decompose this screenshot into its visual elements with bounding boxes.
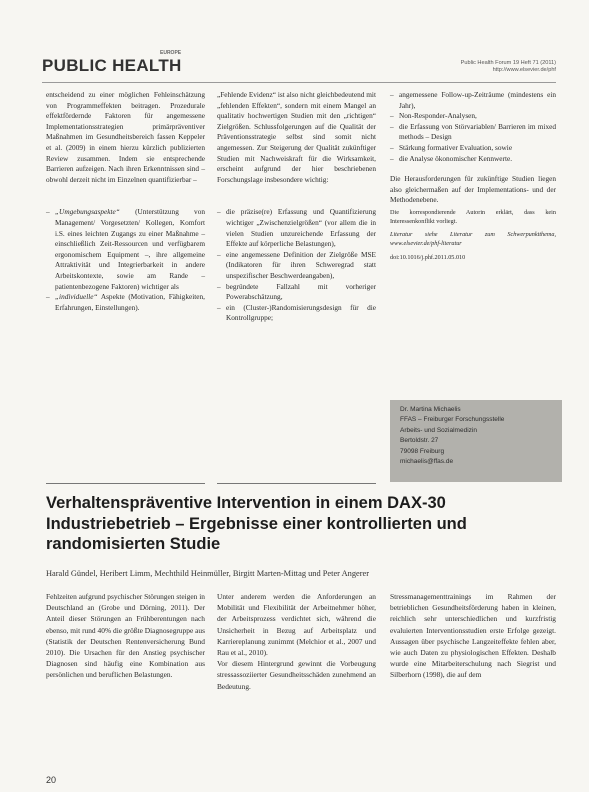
list-item: – begründete Fallzahl mit vorheriger Powerabschätzung, — [217, 282, 376, 303]
list-item: – „individuelle“ Aspekte (Motivation, Fähigkeiten, Erfahrungen, Einstellungen). — [46, 292, 205, 313]
upper-column-1 — [46, 90, 205, 313]
logo-wordmark: PUBLIC HEALTH — [42, 56, 182, 75]
column-rule — [46, 483, 205, 484]
doi: doi:10.1016/j.phf.2011.05.010 — [390, 254, 466, 262]
list-item: – angemessene Follow-up-Zeiträume (mindestens ein Jahr), — [390, 90, 556, 111]
list-item: – ein (Cluster-)Randomisierungsdesign für die Kontrollgruppe; — [217, 303, 376, 324]
article-column-1 — [46, 591, 205, 681]
author-contact-box — [390, 400, 562, 482]
article-title: Verhaltenspräventive Intervention in einem DAX-30 Industriebetrieb – Ergebnisse einer kontrollierten und randomisierten Studie — [46, 494, 467, 553]
conclusion-paragraph: Die Herausforderungen für zukünftige Studien liegen also gleichermaßen auf der Implementations- und der Methodenebene. — [390, 174, 556, 205]
journal-url: http://www.elsevier.de/phf — [492, 67, 556, 73]
page-number: 20 — [46, 775, 57, 785]
conflict-statement: Die korrespondierende Autorin erklärt, dass kein Interessenkonflikt vorliegt. — [390, 208, 556, 225]
article-column-3 — [390, 591, 556, 681]
list-item: – die präzise(re) Erfassung und Quantifizierung wichtiger „Zwischenzielgrößen“ (vor allem die in vielen Studien unzureichende Erfassung der Effekte auf körperliche Belastungen), — [217, 207, 376, 249]
article-authors: Harald Gündel, Heribert Limm, Mechthild Heinmüller, Birgitt Marten-Mittag und Peter Angerer — [46, 569, 370, 578]
paragraph: Stressmanagementtrainings im Rahmen der betrieblichen Gesundheitsförderung haben in kleinen, reichlich sehr unterschiedlichen und kurzfristig evaluierten Interventionsstudien erste Erfolge gezeigt. Aussagen über psychische Langzeiteffekte fehlen aber, wie auch Daten zu physiologischen Effekten. Deshalb wurde eine Mitarbeiterschulung nach Siegrist und Silberhorn (1998), die auf dem — [390, 592, 556, 680]
list-item: – „Umgebungsaspekte“ (Unterstützung von Management/ Vorgesetzten/ Kollegen, Komfort i.S. eines leichten Zugangs zu einer Maßnahme – einschließlich Zeit-Ressourcen und verfügbarem ergonomischem Equipment –, ihre allgemeine Attraktivität und Integrierbarkeit in andere Arbeitskontexte, sowie am Rande – patientenbezogene Faktoren) wichtiger als — [46, 207, 205, 292]
contact-line: 79098 Freiburg — [400, 447, 445, 455]
contact-line: Arbeits- und Sozialmedizin — [400, 426, 477, 434]
list-item: – Stärkung formativer Evaluation, sowie — [390, 143, 556, 154]
recommendation-list — [217, 207, 376, 324]
upper-column-3 — [390, 90, 556, 263]
logo-superscript: EUROPE — [160, 50, 182, 56]
paragraph: entscheidend zu einer möglichen Fehleinschätzung von Programmeffekten beitragen. Prozedurale effektfördernde Faktoren für angemessene Implementationsstrategien primärpräventiver Maßnahmen im Gesundheitsbereich fassen Keppeler et al. (2009) in einem hierzu kürzlich publizierten Review zusammen. Indem sie entsprechende Barrieren aufzeigen. Nach ihren Erkenntnissen sind – obwohl derzeit nicht im Einzelnen quantifizierbar – — [46, 90, 205, 184]
contact-email: michaelis@ffas.de — [400, 458, 454, 466]
aspect-list — [46, 207, 205, 313]
paragraph: „Fehlende Evidenz“ ist also nicht gleichbedeutend mit „fehlenden Effekten“, sondern mit einem Mangel an qualitativ hochwertigen Studien mit den „richtigen“ Zielgrößen. Schlussfolgerungen auf die Qualität der Präventionsstrategie selbst sind somit nicht angemessen. Zur Steigerung der Qualität zukünftiger Studien mit Nachweiskraft für die Wirksamkeit, erscheint aufgrund der hier beschriebenen Forschungslage insbesondere wichtig: — [217, 90, 376, 184]
paragraph: Vor diesem Hintergrund gewinnt die Vorbeugung stressassoziierter Gesundheitsschäden zunehmend an Bedeutung. — [217, 659, 376, 691]
recommendation-list-continued — [390, 90, 556, 164]
paragraph: Unter anderem werden die Anforderungen an Mobilität und Flexibilität der Arbeitnehmer höher, der Arbeitsprozess verdichtet sich, während die Unsicherheit in Bezug auf Arbeitsplatz und Karriereplanung zunimmt (Melchior et al., 2007 und Rau et al., 2010). — [217, 592, 376, 658]
paragraph: Fehlzeiten aufgrund psychischer Störungen steigen in Deutschland an (Grobe und Dörning, 2011). Der Anteil dieser Störungen an Frühberentungen nach ebenso, mit rund 40% die größte Diagnosegruppe aus (Statistik der Deutschen Rentenversicherung Bund 2010). Die Ursachen für den Anstieg psychischer Diagnosen sind häufig eine Kombination aus persönlichen und beruflichen Belastungen. — [46, 592, 205, 680]
column-rule — [217, 483, 376, 484]
list-item: – die Erfassung von Störvariablen/ Barrieren im mixed methods – Design — [390, 122, 556, 143]
list-item: – Non-Responder-Analysen, — [390, 111, 556, 122]
list-item: – die Analyse ökonomischer Kennwerte. — [390, 154, 556, 165]
contact-line: FFAS – Freiburger Forschungsstelle — [400, 416, 505, 424]
contact-line: Bertoldstr. 27 — [400, 437, 439, 445]
header-rule — [42, 82, 556, 83]
upper-column-2 — [217, 90, 376, 324]
journal-citation — [380, 60, 556, 74]
list-item: – eine angemessene Definition der Zielgröße MSE (Indikatoren für ihren Schweregrad statt unspezifischer Beschwerdeangaben), — [217, 250, 376, 282]
article-column-2 — [217, 591, 376, 692]
journal-issue: Public Health Forum 19 Heft 71 (2011) — [460, 60, 556, 66]
contact-name: Dr. Martina Michaelis — [400, 406, 461, 413]
literature-note: Literatur siehe Literatur zum Schwerpunktthema, www.elsevier.de/phf-literatur — [390, 231, 556, 247]
